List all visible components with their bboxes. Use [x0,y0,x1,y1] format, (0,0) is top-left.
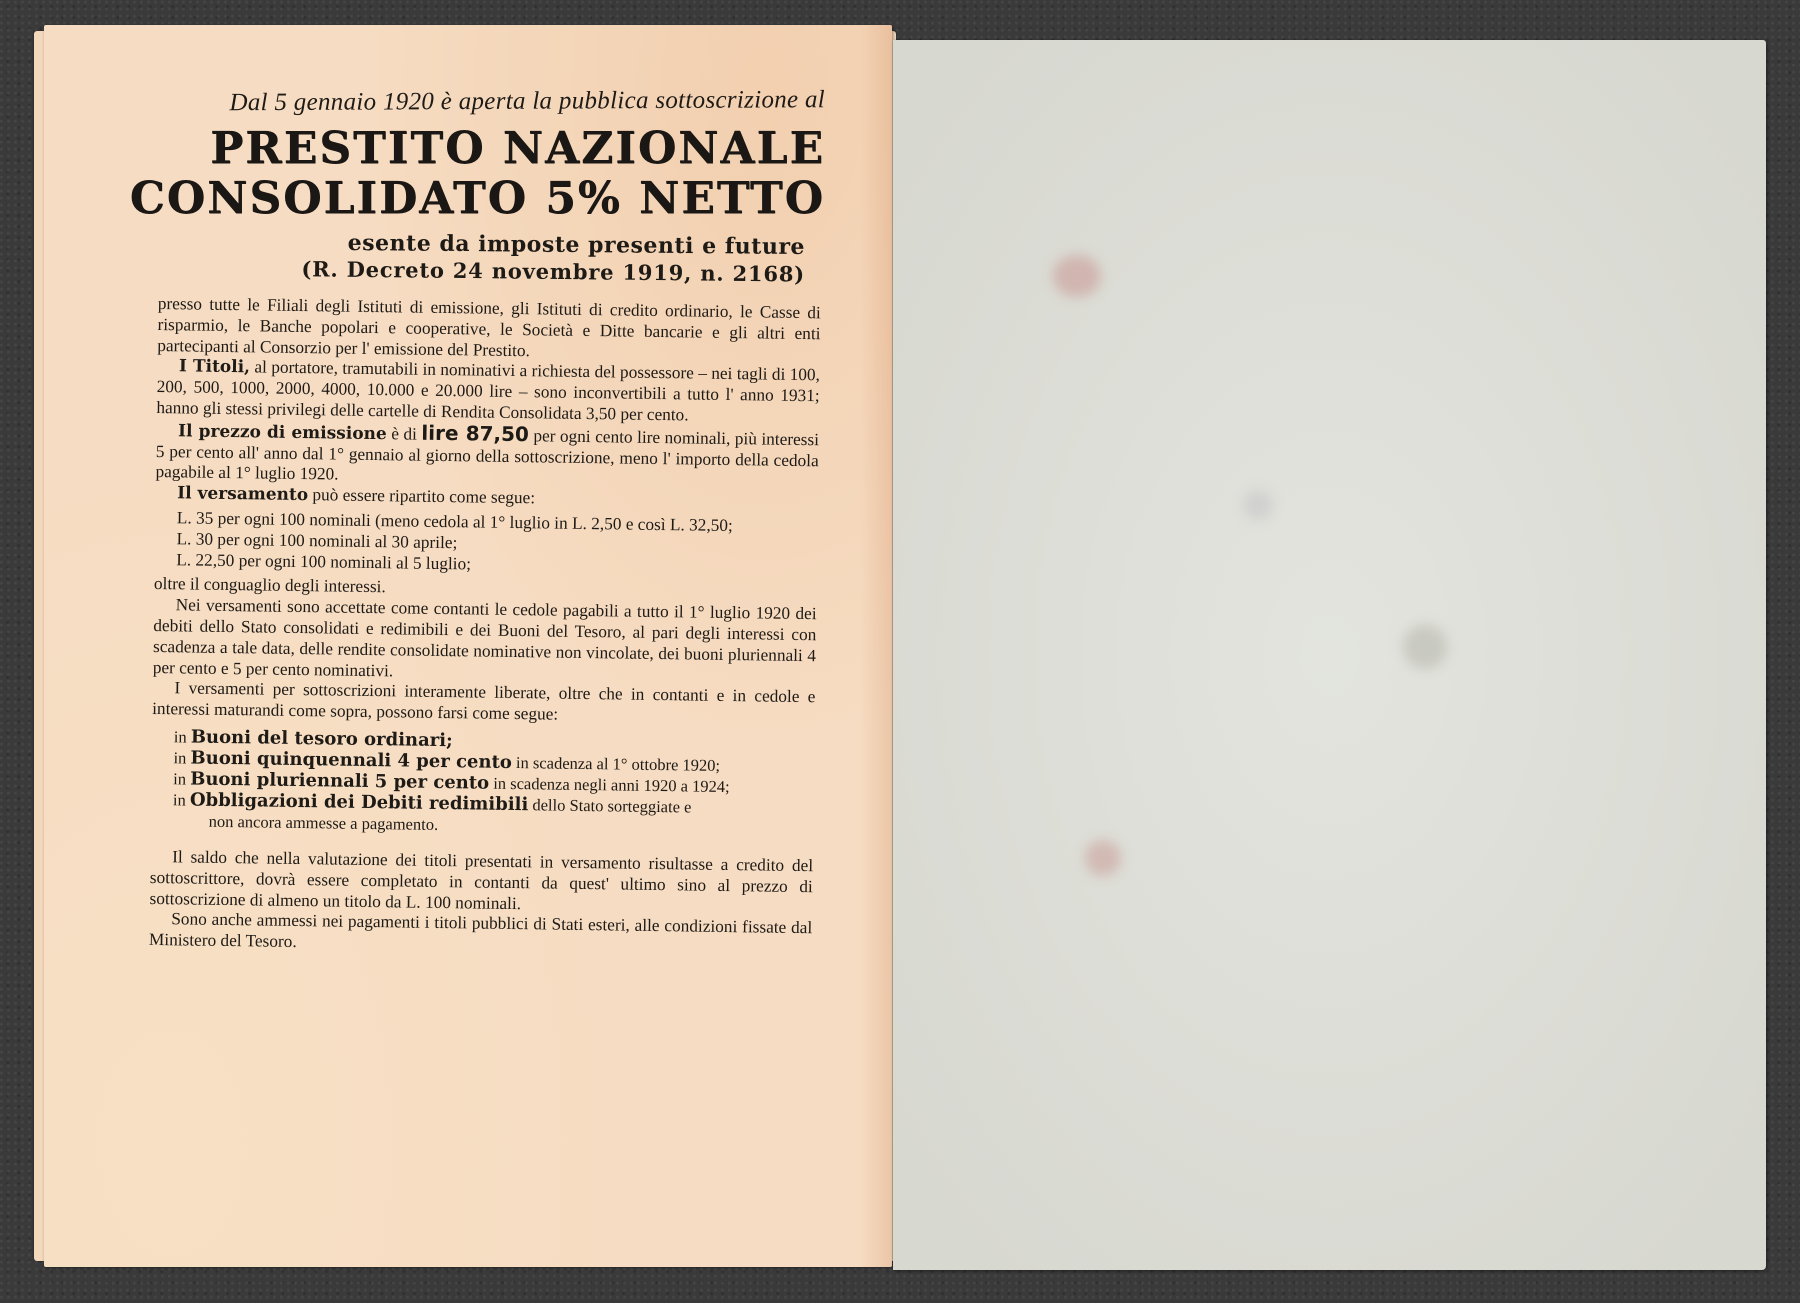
paragraph-liberate: I versamenti per sottoscrizioni interamente liberate, oltre che in contanti e in cedole e interessi maturandi come sopra, possono farsi come segue: [152,678,816,724]
foxing-stain [1085,840,1121,876]
paragraph-cedole: Nei versamenti sono accettate come contanti le cedole pagabili a tutto il 1° luglio 1920 dei debiti dello Stato consolidati e redimibili e dei Buoni del Tesoro, al pari degli interessi con scadenza a tale data, delle rendite consolidate nominative non vincolate, dei buoni pluriennali 4 per cento e 5 per cento nominativi. [152,595,817,680]
paragraph-saldo: Il saldo che nella valutazione dei titoli presentati in versamento risultasse a credito del sottoscrittore, dovrà essere completato in contanti da quest' ultimo sino al prezzo di sottoscrizione di almeno un titolo da L. 100 nominali. [149,847,814,913]
subtitle: esente da imposte presenti e future [347,229,806,260]
paragraph-titoli [156,356,820,428]
bond-prefix: in [173,769,191,789]
bond-name: Buoni del tesoro ordinari; [190,726,453,752]
issue-price: lire 87,50 [421,420,530,446]
installment-item: L. 30 per ogni 100 nominali al 30 aprile; [176,529,458,552]
lead-versamento: Il versamento [177,483,309,506]
foxing-stain [1403,625,1447,669]
bond-detail: in scadenza negli anni 1920 a 1924; [489,773,730,796]
bond-list [173,726,815,840]
intro-line: Dal 5 gennaio 1920 è aperta la pubblica sottoscrizione al [229,86,826,117]
paragraph-prezzo [155,419,819,493]
bond-detail: in scadenza al 1° ottobre 1920; [511,752,721,775]
bond-detail: dello Stato sorteggiate e [528,795,692,817]
title-line-2: CONSOLIDATO 5% NETTO [129,173,825,224]
paragraph-prezzo-mid: è di [386,423,422,444]
paragraph-offices: presso tutte le Filiali degli Istituti di emissione, gli Istituti di credito ordinario, le Casse di risparmio, le Banche popolari e cooperative, le Società e Ditte bancarie e gli altri enti partecipanti al Consorzio per l' emissione del Prestito. [157,294,821,360]
foxing-stain [1243,490,1273,520]
bond-prefix: in [172,790,191,810]
lead-titoli: I Titoli, [178,356,251,378]
announcement-text [120,88,825,951]
lead-prezzo: Il prezzo di emissione [177,421,387,444]
bond-prefix: in [173,748,191,768]
paragraph-prezzo-text: per ogni cento lire nominali, più interessi 5 per cento all' anno dal 1° gennaio al giorno della sottoscrizione, meno l' importo della cedola pagabile al 1° luglio 1920. [155,425,820,484]
paragraph-titoli-text: al portatore, tramutabili in nominativi a richiesta del possessore – nei tagli di 100, 200, 500, 1000, 2000, 4000, 10.000 e 20.000 lire – sono inconvertibili a tutto l' anno 1931; hanno gli stessi privilegi delle cartelle di Rendita Consolidata 3,50 per cento. [156,357,821,425]
bond-name: Buoni quinquennali 4 per cento [190,747,513,773]
bond-name: Buoni pluriennali 5 per cento [190,768,490,794]
bond-prefix: in [173,727,191,747]
body-text [149,294,821,960]
paragraph-stati-esteri: Sono anche ammessi nei pagamenti i titoli pubblici di Stati esteri, alle condizioni fissate dal Ministero del Tesoro. [148,909,813,952]
installment-item: L. 35 per ogni 100 nominali (meno cedola al 1° luglio in L. 2,50 e così L. 32,50; [176,508,733,536]
decree-reference: (R. Decreto 24 novembre 1919, n. 2168) [301,256,806,287]
bond-continuation: non ancora ammesse a pagamento. [208,811,439,834]
installment-item: L. 22,50 per ogni 100 nominali al 5 luglio; [176,549,472,573]
paragraph-conguaglio: oltre il conguaglio degli interessi. [153,574,386,597]
title-line-1: PRESTITO NAZIONALE [210,123,825,174]
spine-shadow [860,25,892,1267]
paragraph-versamento-text: può essere ripartito come segue: [308,485,536,508]
foxing-stain [1053,255,1101,297]
installment-list [176,508,818,579]
bond-name: Obbligazioni dei Debiti redimibili [189,789,529,816]
right-page-blank [893,40,1766,1270]
